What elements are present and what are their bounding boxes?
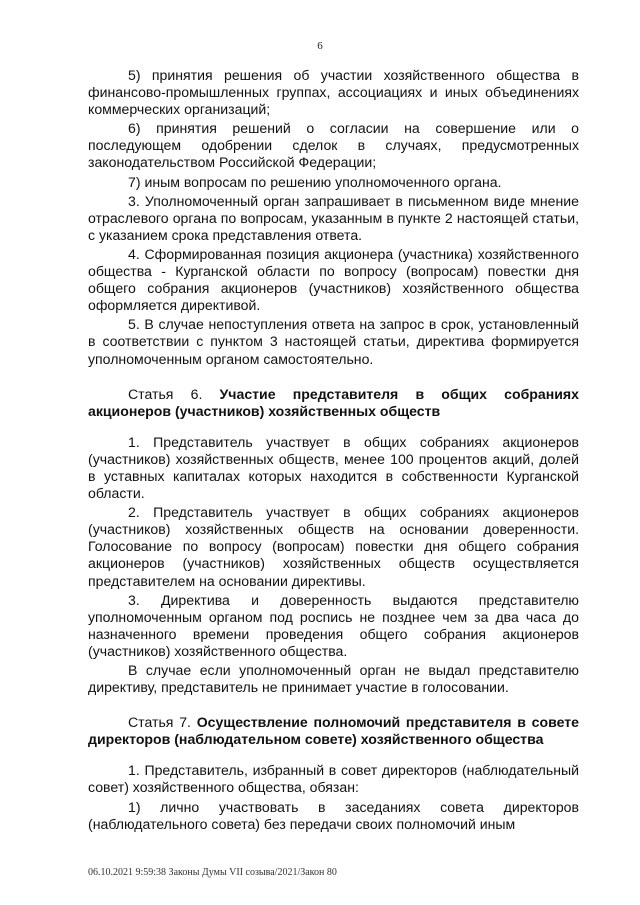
paragraph: 1. Представитель участвует в общих собраниях акционеров (участников) хозяйственных обществ, менее 100 процентов акций, долей в уставных капиталах которых находится в собственности Курганской области.: [88, 433, 579, 502]
article-7-label: Статья 7.: [128, 714, 191, 731]
paragraph: В случае если уполномоченный орган не выдал представителю директиву, представитель не принимает участие в голосовании.: [88, 662, 579, 696]
spacer: [88, 420, 579, 434]
paragraph: 5) принятия решения об участии хозяйственного общества в финансово-промышленных группах, ассоциациях и иных объединениях коммерческих организаций;: [88, 67, 579, 118]
article-6-title: Участие представителя в общих собраниях акционеров (участников) хозяйственных обществ: [88, 385, 579, 419]
spacer: [88, 698, 579, 714]
paragraph: 6) принятия решений о согласии на совершение или о последующем одобрении сделок в случаях, предусмотренных законодательством Российской Федерации;: [88, 120, 579, 171]
article-6-label: Статья 6.: [128, 385, 203, 402]
footer-stamp: 06.10.2021 9:59:38 Законы Думы VII созыва/2021/Закон 80: [88, 867, 337, 878]
paragraph: 2. Представитель участвует в общих собраниях акционеров (участников) хозяйственных обществ на основании доверенности. Голосование по вопросу (вопросам) повестки дня общего собрания акционеров (участников) хозяйственных обществ осуществляется представителем на основании директивы.: [88, 504, 579, 589]
paragraph: 1. Представитель, избранный в совет директоров (наблюдательный совет) хозяйственного общества, обязан:: [88, 762, 579, 796]
paragraph: 5. В случае непоступления ответа на запрос в срок, установленный в соответствии с пунктом 3 настоящей статьи, директива формируется уполномоченным органом самостоятельно.: [88, 316, 579, 367]
paragraph: 3. Уполномоченный орган запрашивает в письменном виде мнение отраслевого органа по вопросам, указанным в пункте 2 настоящей статьи, с указанием срока представления ответа.: [88, 192, 579, 243]
page-number: 6: [317, 40, 323, 52]
paragraph: 4. Сформированная позиция акционера (участника) хозяйственного общества - Курганской области по вопросу (вопросам) повестки дня общего собрания акционеров (участников) хозяйственного общества оформляется директивой.: [88, 245, 579, 314]
spacer: [88, 748, 579, 762]
paragraph: 1) лично участвовать в заседаниях совета директоров (наблюдательного совета) без передачи своих полномочий иным: [88, 798, 579, 832]
article-7-heading: [88, 714, 579, 748]
spacer: [88, 370, 579, 386]
paragraph: 3. Директива и доверенность выдаются представителю уполномоченным органом под роспись не позднее чем за два часа до назначенного времени проведения общего собрания акционеров (участников) хозяйственного общества.: [88, 591, 579, 659]
paragraph: 7) иным вопросам по решению уполномоченного органа.: [128, 173, 502, 190]
document-body: [88, 67, 579, 835]
article-7-title: Осуществление полномочий представителя в совете директоров (наблюдательном совете) хозяйственного общества: [88, 714, 579, 748]
article-6-heading: [88, 386, 579, 420]
